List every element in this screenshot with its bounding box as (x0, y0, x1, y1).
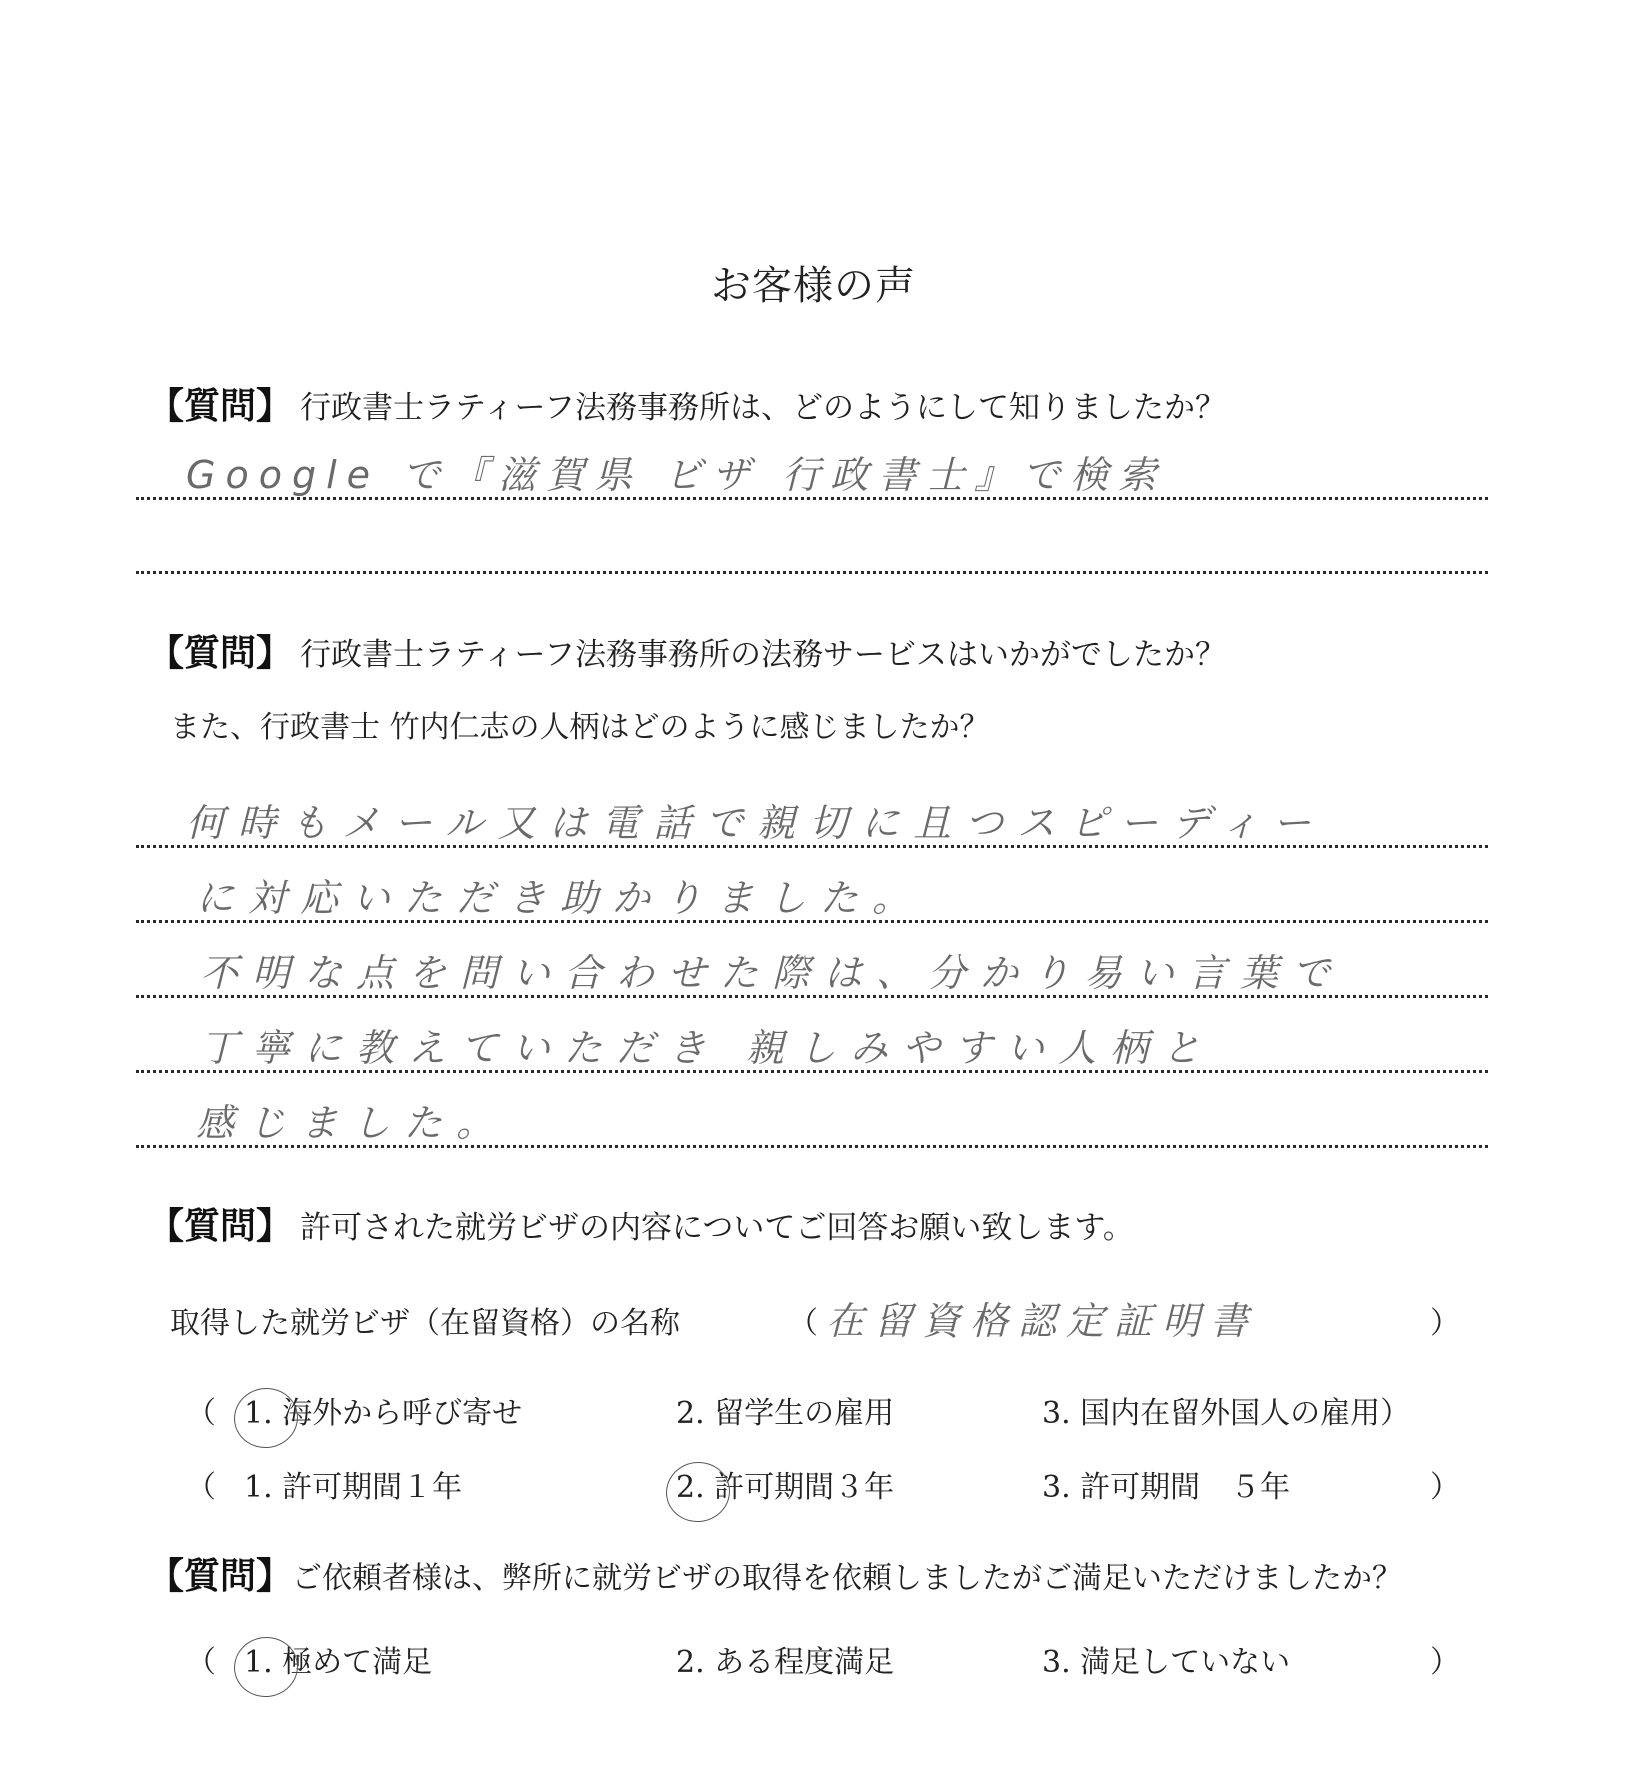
paren-close: ） (1430, 1306, 1460, 1341)
circle-mark-icon: 1. (244, 1396, 273, 1431)
question-2 (148, 625, 1226, 676)
question-2-text: 行政書士ラティーフ法務事務所の法務サービスはいかがでしたか？ (300, 637, 1226, 673)
question-tag: 【質問】 (148, 633, 293, 674)
question-1 (148, 378, 1226, 429)
paren-open: （ (186, 1396, 216, 1431)
option-satisfaction-1[interactable]: 1. 極めて満足 (244, 1645, 433, 1680)
paren-close: ） (1430, 1645, 1460, 1680)
question-4-text: ご依頼者様は、弊所に就労ビザの取得を依頼しましたがご満足いただけましたか？ (292, 1561, 1403, 1596)
question-tag: 【質問】 (148, 1556, 293, 1597)
answer-2-line-1: 何時もメール又は電話で親切に且つスピーディー (186, 801, 1325, 845)
answer-line (136, 497, 1488, 500)
question-2-subtext: また、行政書士 竹内仁志の人柄はどのように感じましたか？ (170, 710, 990, 745)
answer-1: Google で『滋賀県 ビザ 行政書士』で検索 (186, 453, 1167, 497)
answer-line (136, 1145, 1488, 1148)
circle-mark-icon: 2. (676, 1470, 705, 1505)
visa-name-value: 在留資格認定証明書 (826, 1299, 1259, 1343)
circle-mark-icon: 1. (244, 1645, 273, 1680)
paren-open: （ (186, 1470, 216, 1505)
option-period-3[interactable]: 3. 許可期間 ５年 (1042, 1470, 1291, 1505)
answer-2-line-4: 丁寧に教えていただき 親しみやすい人柄と (200, 1026, 1215, 1070)
paren-open: （ (186, 1645, 216, 1680)
option-type-3[interactable]: 3. 国内在留外国人の雇用） (1042, 1396, 1411, 1431)
page-title: お客様の声 (711, 263, 916, 309)
answer-line (136, 995, 1488, 998)
option-period-1[interactable]: 1. 許可期間１年 (244, 1470, 463, 1505)
answer-2-line-2: に対応いただき助かりました。 (196, 876, 925, 920)
paren-close: ） (1430, 1470, 1460, 1505)
answer-line (136, 845, 1488, 848)
question-3 (148, 1198, 1134, 1249)
option-satisfaction-3[interactable]: 3. 満足していない (1042, 1645, 1291, 1680)
answer-line (136, 571, 1488, 574)
answer-2-line-3: 不明な点を問い合わせた際は、分かり易い言葉で (200, 951, 1345, 995)
question-tag: 【質問】 (148, 1206, 293, 1247)
visa-name-label: 取得した就労ビザ（在留資格）の名称 (170, 1306, 680, 1341)
question-4 (148, 1548, 1402, 1599)
answer-line (136, 1070, 1488, 1073)
option-satisfaction-2[interactable]: 2. ある程度満足 (676, 1645, 895, 1680)
question-3-text: 許可された就労ビザの内容についてご回答お願い致します。 (300, 1210, 1134, 1246)
answer-line (136, 920, 1488, 923)
option-type-2[interactable]: 2. 留学生の雇用 (676, 1396, 895, 1431)
option-period-2[interactable]: 2. 許可期間３年 (676, 1470, 895, 1505)
answer-2-line-5: 感じました。 (196, 1101, 509, 1145)
paren-open: （ (788, 1306, 818, 1341)
option-type-1[interactable]: 1. 海外から呼び寄せ (244, 1396, 523, 1431)
question-1-text: 行政書士ラティーフ法務事務所は、どのようにして知りましたか？ (300, 390, 1226, 426)
question-tag: 【質問】 (148, 386, 293, 427)
